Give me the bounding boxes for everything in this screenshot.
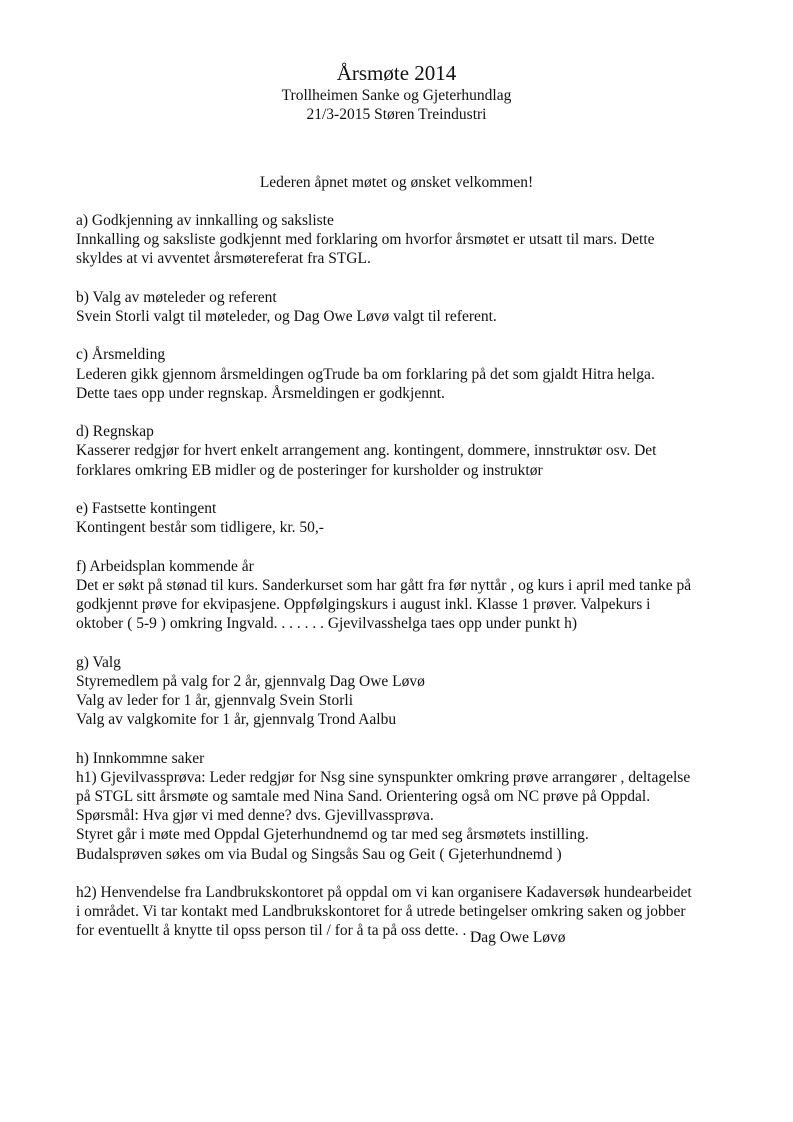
section-b	[76, 288, 736, 326]
section-c	[76, 345, 736, 403]
section-line: Svein Storli valgt til møteleder, og Dag Owe Løvø valgt til referent.	[76, 308, 497, 325]
section-line: skyldes at vi avventet årsmøtereferat fra STGL.	[76, 250, 371, 268]
section-line: for eventuellt å knytte til opss person til / for å ta på oss dette. . . .	[76, 922, 482, 940]
section-line: godkjennt prøve for ekvipasjene. Oppfølgingskurs i august inkl. Klasse 1 prøver. Valpekurs i	[76, 595, 651, 613]
section-line: Kontingent består som tidligere, kr. 50,-	[76, 519, 324, 537]
section-heading: b) Valg av møteleder og referent	[76, 288, 277, 306]
section-line: oktober ( 5-9 ) omkring Ingvald. . . . . . . Gjevilvasshelga taes opp under punkt h)	[76, 615, 578, 633]
section-a	[76, 211, 736, 269]
section-line: forklares omkring EB midler og de posteringer for kursholder og instruktør	[76, 461, 543, 479]
organization-name: Trollheimen Sanke og Gjeterhundlag	[281, 87, 512, 104]
minutes-body	[76, 211, 736, 960]
section-line: Styremedlem på valg for 2 år, gjennvalg Dag Owe Løvø	[76, 672, 425, 690]
section-heading: e) Fastsette kontingent	[76, 499, 217, 517]
section-line: h1) Gjevilvassprøva: Leder redgjør for Nsg sine synspunkter omkring prøve arrangører , deltagelse	[76, 768, 691, 786]
section-heading: h) Innkommne saker	[76, 749, 205, 767]
section-line: på STGL sitt årsmøte og samtale med Nina Sand. Orientering også om NC prøve på Oppdal.	[76, 787, 651, 805]
section-heading: d) Regnskap	[76, 423, 154, 441]
signature: Dag Owe Løvø	[470, 929, 566, 946]
document-title: Årsmøte 2014	[336, 61, 457, 85]
section-heading: c) Årsmelding	[76, 346, 166, 364]
section-g	[76, 653, 736, 730]
section-line: Kasserer redgjør for hvert enkelt arrangement ang. kontingent, dommere, innstruktør osv. Det	[76, 442, 657, 460]
section-line: Lederen gikk gjennom årsmeldingen ogTrude ba om forklaring på det som gjaldt Hitra helga.	[76, 365, 655, 383]
meeting-date-location: 21/3-2015 Støren Treindustri	[306, 106, 487, 123]
section-line: Innkalling og saksliste godkjennt med forklaring om hvorfor årsmøtet er utsatt til mars. Dette	[76, 231, 655, 249]
opening-statement: Lederen åpnet møtet og ønsket velkommen!	[259, 174, 534, 191]
section-line: Styret går i møte med Oppdal Gjeterhundnemd og tar med seg årsmøtets instilling.	[76, 826, 589, 844]
section-line: i området. Vi tar kontakt med Landbrukskontoret for å utrede betingelser omkring saken og jobber	[76, 903, 686, 921]
section-line: h2) Henvendelse fra Landbrukskontoret på oppdal om vi kan organisere Kadaversøk hundearbeidet	[76, 883, 692, 901]
section-f	[76, 557, 736, 634]
section-heading: g) Valg	[76, 653, 121, 671]
section-heading: a) Godkjenning av innkalling og saksliste	[76, 212, 334, 229]
section-line: Det er søkt på stønad til kurs. Sanderkurset som har gått fra før nyttår , og kurs i april med tanke på	[76, 576, 692, 594]
section-line: Budalsprøven søkes om via Budal og Singsås Sau og Geit ( Gjeterhundnemd )	[76, 845, 562, 863]
section-line: Dette taes opp under regnskap. Årsmeldingen er godkjennt.	[76, 384, 445, 402]
document-header	[0, 60, 793, 124]
section-e	[76, 499, 736, 537]
section-h2	[76, 883, 736, 941]
section-line: Valg av valgkomite for 1 år, gjennvalg Trond Aalbu	[76, 711, 397, 729]
section-d	[76, 422, 736, 480]
section-h	[76, 749, 736, 864]
section-heading: f) Arbeidsplan kommende år	[76, 557, 254, 575]
section-line: Spørsmål: Hva gjør vi med denne? dvs. Gjevillvassprøva.	[76, 807, 434, 825]
section-line: Valg av leder for 1 år, gjennvalg Svein Storli	[76, 691, 354, 709]
